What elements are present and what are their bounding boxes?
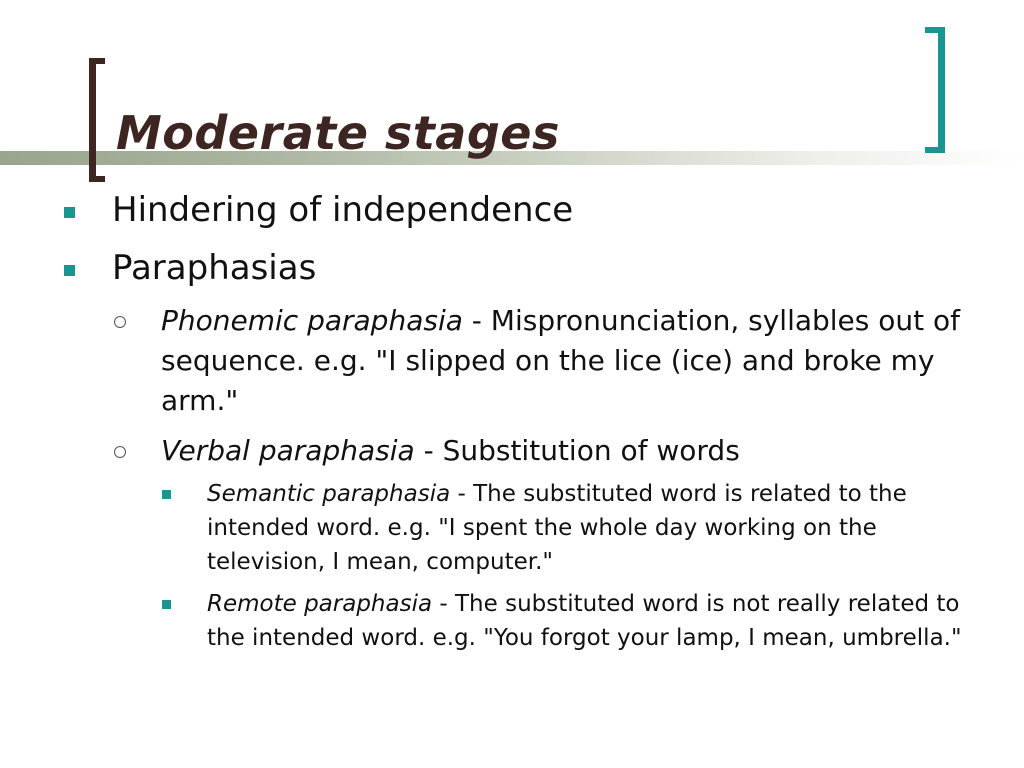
slide-title: Moderate stages — [116, 106, 560, 160]
term-label: Semantic paraphasia — [207, 481, 451, 507]
square-bullet-icon — [162, 600, 171, 609]
subbullet-text — [161, 431, 976, 471]
term-label: Remote paraphasia — [207, 591, 433, 617]
square-bullet-icon — [64, 265, 75, 276]
term-description: - Substitution of words — [414, 434, 740, 467]
subsubbullet-text — [207, 477, 977, 579]
term-label: Verbal paraphasia — [161, 434, 415, 467]
subsubbullet-text — [207, 587, 977, 655]
hollow-circle-bullet-icon — [114, 446, 126, 458]
right-bracket-decoration — [925, 27, 945, 153]
hollow-circle-bullet-icon — [114, 316, 126, 328]
term-description: - Mispronunciation, syllables out of sequence. e.g. "I slipped on the lice (ice) and broke my arm." — [161, 304, 961, 417]
term-label: Phonemic paraphasia — [161, 304, 463, 337]
bullet-text: Paraphasias — [112, 248, 317, 288]
term-description: - The substituted word is not really related to the intended word. e.g. "You forgot your lamp, I mean, umbrella." — [207, 591, 962, 651]
square-bullet-icon — [64, 207, 75, 218]
term-description: - The substituted word is related to the intended word. e.g. "I spent the whole day working on the television, I mean, computer." — [207, 481, 907, 575]
subbullet-text — [161, 301, 976, 421]
bullet-text: Hindering of independence — [112, 190, 574, 230]
left-bracket-decoration — [89, 58, 105, 182]
square-bullet-icon — [162, 490, 171, 499]
